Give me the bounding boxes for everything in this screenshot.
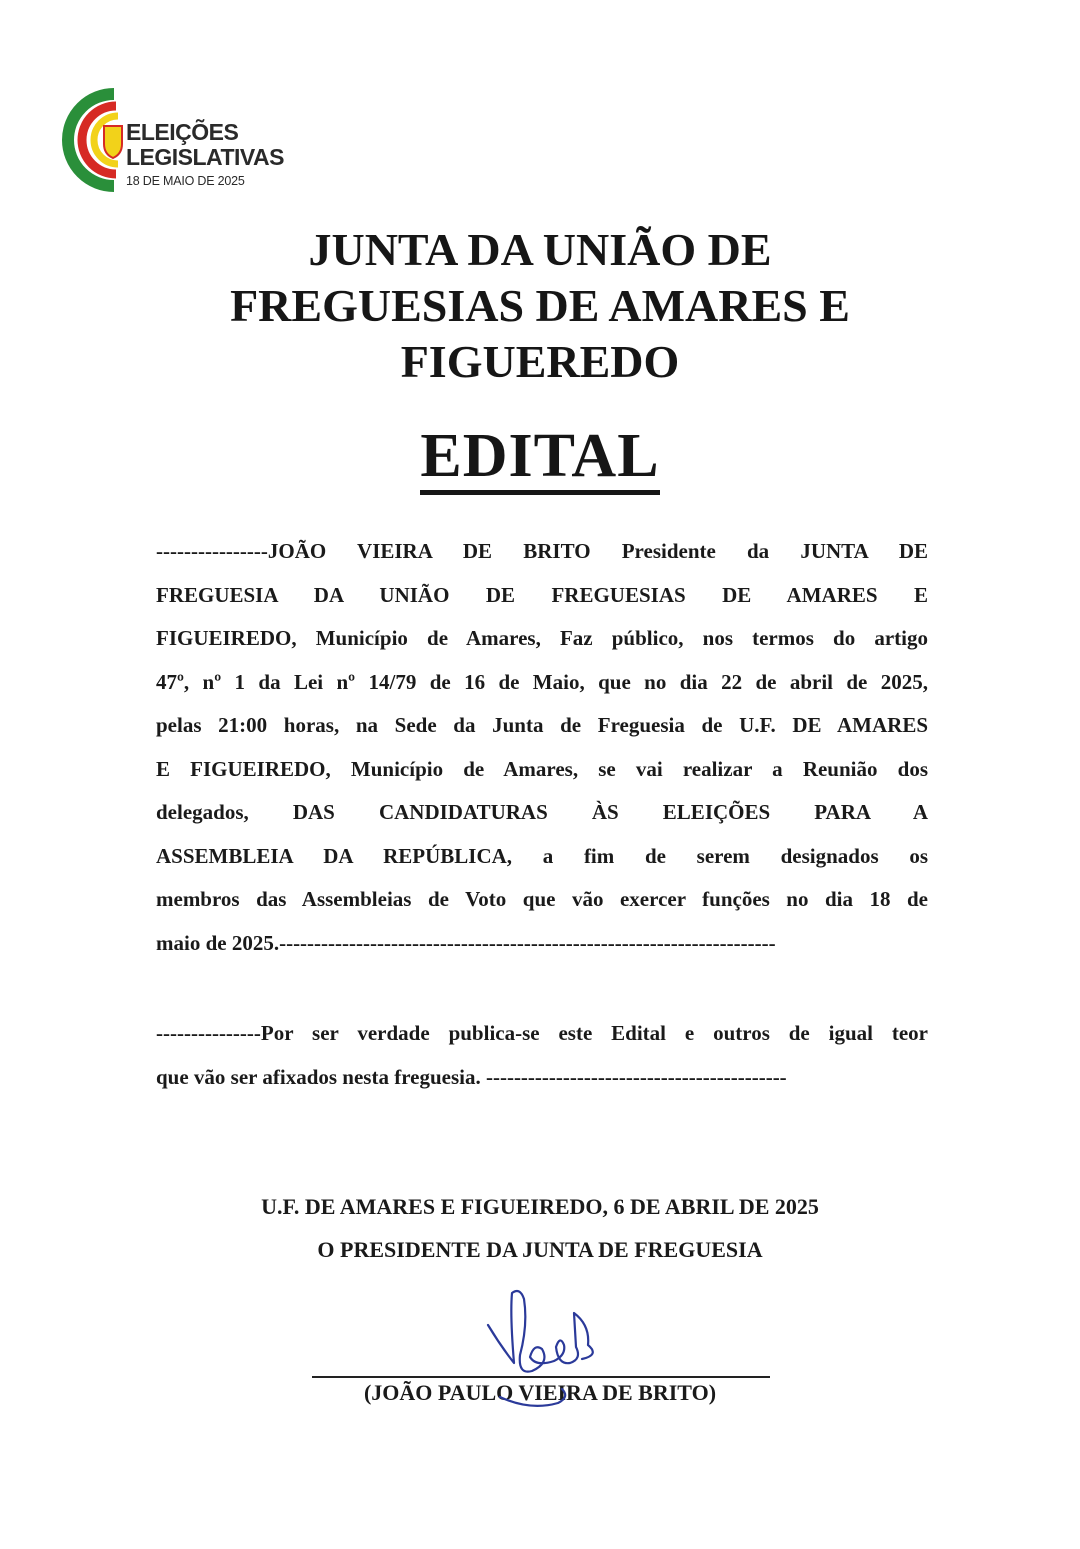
- logo-title-line2: LEGISLATIVAS: [126, 144, 284, 170]
- title-line: FREGUESIAS DE AMARES E: [230, 280, 850, 331]
- place-and-date: U.F. DE AMARES E FIGUEIREDO, 6 DE ABRIL DE 2025: [261, 1194, 819, 1219]
- paragraph-line: que vão ser afixados nesta freguesia. -------------------------------------------: [156, 1064, 787, 1089]
- title-line: JUNTA DA UNIÃO DE: [308, 224, 772, 275]
- paragraph-line: 47º, nº 1 da Lei nº 14/79 de 16 de Maio, que no dia 22 de abril de 2025,: [156, 669, 928, 694]
- paragraph-line: FIGUEIREDO, Município de Amares, Faz público, nos termos do artigo: [156, 626, 928, 650]
- elections-logo: [56, 86, 296, 198]
- main-paragraph: [156, 530, 928, 965]
- paragraph-line: maio de 2025.-----------------------------------------------------------------------: [156, 930, 776, 955]
- paragraph-line: delegados, DAS CANDIDATURAS ÀS ELEIÇÕES PARA A: [156, 800, 928, 824]
- elections-emblem-icon: [56, 86, 126, 198]
- title-line: FIGUEREDO: [400, 336, 680, 387]
- logo-title-line1: ELEIÇÕES: [126, 119, 239, 145]
- handwritten-signature: [470, 1285, 620, 1415]
- paragraph-line: ----------------JOÃO VIEIRA DE BRITO Presidente da JUNTA DE: [156, 539, 928, 563]
- signer-role: O PRESIDENTE DA JUNTA DE FREGUESIA: [317, 1237, 763, 1262]
- paragraph-line: ASSEMBLEIA DA REPÚBLICA, a fim de serem designados os: [156, 843, 928, 868]
- document-type-heading: EDITAL: [420, 424, 659, 495]
- publication-paragraph: [156, 1012, 928, 1099]
- paragraph-line: pelas 21:00 horas, na Sede da Junta de Freguesia de U.F. DE AMARES: [156, 713, 928, 737]
- closing-block: [140, 1185, 940, 1271]
- paragraph-line: ---------------Por ser verdade publica-se este Edital e outros de igual teor: [156, 1021, 928, 1045]
- paragraph-line: E FIGUEIREDO, Município de Amares, se vai realizar a Reunião dos: [156, 756, 928, 781]
- signer-name: (JOÃO PAULO VIEIRA DE BRITO): [363, 1380, 717, 1405]
- logo-election-date: 18 DE MAIO DE 2025: [126, 174, 245, 188]
- paragraph-line: FREGUESIA DA UNIÃO DE FREGUESIAS DE AMARES E: [156, 582, 928, 607]
- paragraph-line: membros das Assembleias de Voto que vão exercer funções no dia 18 de: [156, 887, 928, 911]
- document-title: [140, 222, 940, 390]
